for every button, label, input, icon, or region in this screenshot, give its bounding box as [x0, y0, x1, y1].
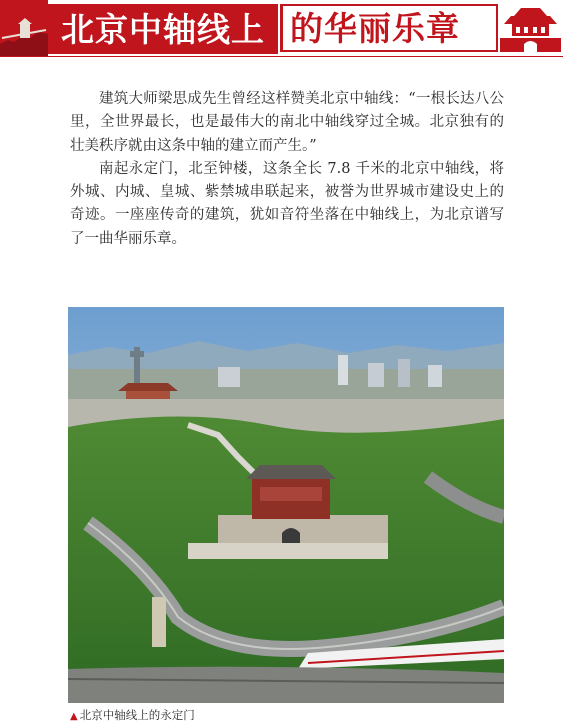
photo-caption — [70, 707, 195, 723]
header-rule — [0, 56, 563, 57]
paragraph-2: 南起永定门，北至钟楼，这条全长 7.8 千米的北京中轴线，将外城、内城、皇城、紫禁城串联起来，被誉为世界城市建设史上的奇迹。一座座传奇的建筑，犹如音符坐落在中轴线上，为北京谱写了一曲华丽乐章。 — [70, 160, 504, 247]
gate-tower-icon — [498, 2, 563, 56]
article-body — [70, 88, 504, 251]
page-title-sub: 的华丽乐章 — [290, 9, 460, 48]
page-title-main: 北京中轴线上 — [61, 10, 265, 49]
paragraph-1: 建筑大师梁思成先生曾经这样赞美北京中轴线：“一根长达八公里，全世界最长，也是最伟大的南北中轴线穿过全城。北京独有的壮美秩序就由这条中轴的建立而产生。” — [70, 91, 504, 154]
yongdingmen-photo — [68, 307, 504, 703]
caption-text: 北京中轴线上的永定门 — [79, 708, 195, 722]
caption-triangle-icon: ▲ — [70, 711, 78, 722]
page-header — [0, 0, 563, 58]
great-wall-icon — [0, 0, 48, 56]
